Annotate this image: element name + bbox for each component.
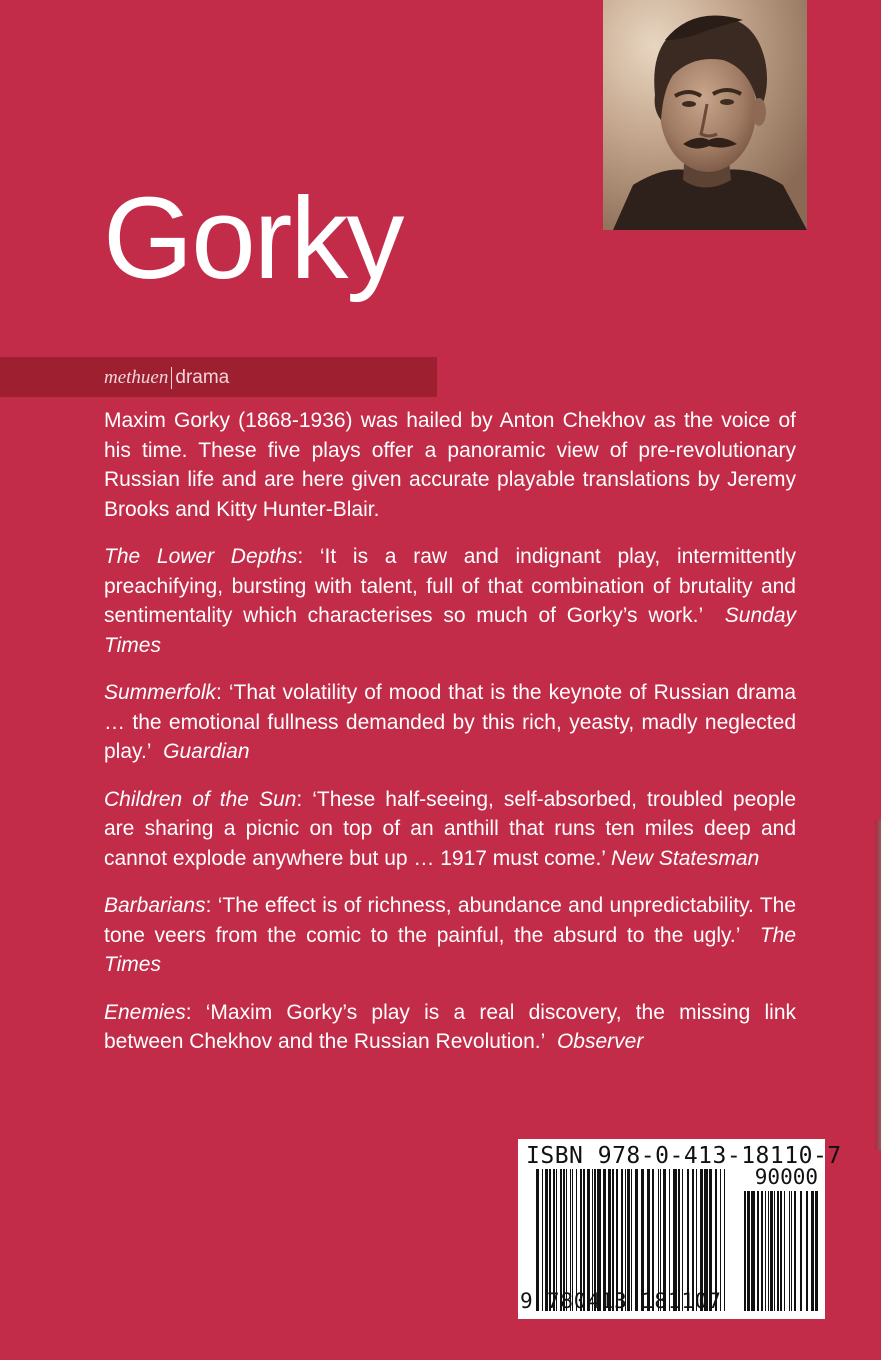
price-code: 90000 — [754, 1165, 818, 1189]
play-title: Summerfolk — [104, 681, 217, 704]
review-quote: ‘Maxim Gorky’s play is a real discovery, the missing link between Chekhov and the Russian Revolution.’ — [104, 1000, 796, 1053]
play-title: Children of the Sun — [104, 787, 297, 811]
review-paragraph: The Lower Depths: ‘It is a raw and indignant play, intermittently preachifying, bursting with talent, full of that combination of brutality and sentimentality which characterises so much of Gorky’s work.’ Sunday Times — [104, 545, 797, 657]
publisher-logo — [104, 367, 229, 389]
play-title: The Lower Depths — [104, 545, 298, 568]
review-source: Observer — [556, 1030, 644, 1053]
review-quote: ‘That volatility of mood that is the keynote of Russian drama … the emotional fullness demanded by this rich, yeasty, madly neglected play.’ — [104, 681, 797, 763]
review-quote: ‘The effect is of richness, abundance and unpredictability. The tone veers from the comic to the painful, the absurd to the ugly.’ — [104, 894, 797, 947]
publisher-series: drama — [175, 367, 230, 388]
review-source: The Times — [104, 923, 796, 976]
review-source: Sunday Times — [104, 604, 797, 657]
review-source: Guardian — [163, 740, 250, 763]
book-title: Gorky — [103, 173, 403, 303]
play-title: Enemies — [104, 1000, 186, 1024]
review-paragraph: Enemies: ‘Maxim Gorky’s play is a real discovery, the missing link between Chekhov and the Russian Revolution.’ Observer — [104, 1000, 796, 1053]
review-quote: ‘These half-seeing, self-absorbed, troubled people are sharing a picnic on top of an anthill that runs ten miles deep and cannot explode anywhere but up … 1917 must come.’ — [104, 787, 796, 870]
author-photo — [603, 0, 807, 230]
isbn-label: ISBN 978-0-413-18110-7 — [526, 1143, 842, 1169]
review-quote: ‘It is a raw and indignant play, intermittently preachifying, bursting with talent, full of that combination of brutality and sentimentality which characterises so much of Gorky’s work.’ — [104, 545, 796, 627]
spine-edge — [875, 820, 881, 1150]
review-paragraph: Barbarians: ‘The effect is of richness, abundance and unpredictability. The tone veers from the comic to the painful, the absurd to the ugly.’ The Times — [104, 894, 797, 976]
play-title: Barbarians — [104, 894, 206, 917]
intro-paragraph: Maxim Gorky (1868-1936) was hailed by Anton Chekhov as the voice of his time. These five plays offer a panoramic view of pre-revolutionary Russian life and are here given accurate playable translations by Jeremy Brooks and Kitty Hunter-Blair. — [104, 409, 796, 521]
review-paragraph: Summerfolk: ‘That volatility of mood that is the keynote of Russian drama … the emotional fullness demanded by this rich, yeasty, madly neglected play.’ Guardian — [104, 681, 797, 763]
logo-divider — [171, 367, 172, 389]
barcode-box — [518, 1139, 842, 1319]
review-paragraph: Children of the Sun: ‘These half-seeing, self-absorbed, troubled people are sharing a picnic on top of an anthill that runs ten miles deep and cannot explode anywhere but up … 1917 must come.’ New Statesman — [104, 787, 796, 870]
publisher-imprint: methuen — [104, 367, 169, 388]
ean-digits: 9 780413 181107 — [520, 1289, 722, 1313]
review-source: New Statesman — [611, 846, 760, 870]
back-cover-blurb — [104, 406, 796, 1075]
